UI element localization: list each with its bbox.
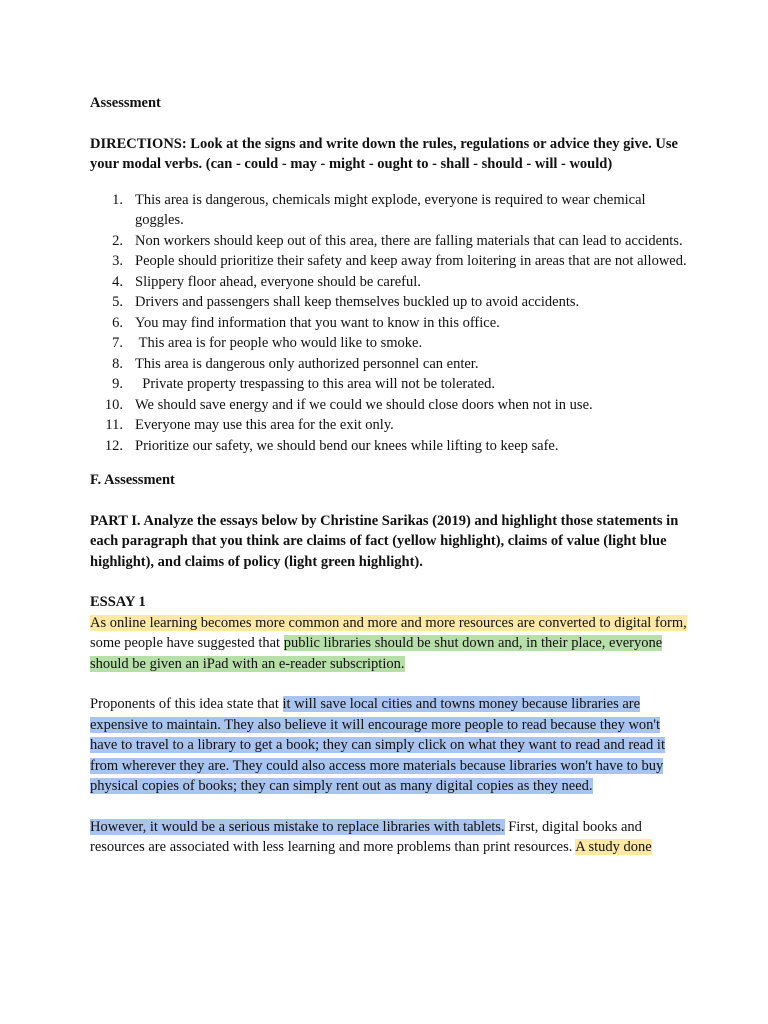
list-item-number: 7. xyxy=(112,335,123,351)
list-item-text: Everyone may use this area for the exit only. xyxy=(135,417,394,433)
list-item-number: 10. xyxy=(104,396,123,413)
essay-paragraph-2 xyxy=(90,694,688,797)
list-item-number: 1. xyxy=(112,191,123,208)
essay-text: First, digital books and resources are associated with less learning and more problems than print resources. xyxy=(90,818,642,855)
highlight-fact: A study done xyxy=(575,839,652,855)
list-item xyxy=(90,190,688,231)
list-item xyxy=(90,374,688,395)
list-item-text: You may find information that you want to know in this office. xyxy=(135,314,500,331)
list-item-text: This area is dangerous, chemicals might explode, everyone is required to wear chemical goggles. xyxy=(135,191,650,228)
list-item xyxy=(90,313,688,334)
list-item-text: We should save energy and if we could we should close doors when not in use. xyxy=(135,396,593,413)
directions-text: DIRECTIONS: Look at the signs and write down the rules, regulations or advice they give. Use your modal verbs. (can - could - may - might - ought to - shall - should - will - would) xyxy=(90,135,678,172)
list-item xyxy=(90,231,688,252)
section-heading: F. Assessment xyxy=(90,472,175,488)
highlight-policy: public libraries should be shut down and, in their place, everyone should be given an iPad with an e-reader subscription. xyxy=(90,635,663,672)
list-item xyxy=(90,436,688,457)
essay-paragraph-1 xyxy=(90,613,688,675)
highlight-fact: As online learning becomes more common and more and more resources are converted to digital form, xyxy=(90,614,687,631)
list-item-number: 9. xyxy=(112,376,123,392)
list-item xyxy=(90,292,688,313)
essay-paragraph-3 xyxy=(90,817,688,858)
list-item-text: Non workers should keep out of this area, there are falling materials that can lead to accidents. xyxy=(135,232,683,249)
list-item-number: 8. xyxy=(112,355,123,372)
list-item-text: Drivers and passengers shall keep themselves buckled up to avoid accidents. xyxy=(135,294,580,310)
list-item-number: 2. xyxy=(112,232,123,249)
list-item-number: 5. xyxy=(112,294,123,310)
list-item xyxy=(90,272,688,293)
list-item xyxy=(90,333,688,354)
list-item-text: Slippery floor ahead, everyone should be careful. xyxy=(135,273,421,290)
highlight-value: However, it would be a serious mistake to replace libraries with tablets. xyxy=(90,818,505,835)
list-item-text: People should prioritize their safety and keep away from loitering in areas that are not allowed. xyxy=(135,253,687,269)
list-item xyxy=(90,395,688,416)
list-item-number: 11. xyxy=(105,417,123,433)
list-item-number: 12. xyxy=(104,437,123,454)
essay-text: Proponents of this idea state that xyxy=(90,696,283,712)
list-item xyxy=(90,415,688,436)
list-item-number: 6. xyxy=(112,314,123,331)
rules-list xyxy=(90,190,688,457)
list-item-number: 3. xyxy=(112,253,123,269)
list-item xyxy=(90,251,688,272)
highlight-value: it will save local cities and towns money because libraries are expensive to maintain. They also believe it will encourage more people to read because they won't have to travel to a library to get a book; they can simply click on what they want to read and read it from wherever they are. They could also access more materials because libraries won't have to buy physical copies of books; they can simply rent out as many digital copies as they need. xyxy=(90,696,665,794)
essay-title: ESSAY 1 xyxy=(90,594,146,610)
list-item-text: Prioritize our safety, we should bend our knees while lifting to keep safe. xyxy=(135,437,559,454)
list-item-text: Private property trespassing to this area will not be tolerated. xyxy=(135,376,495,392)
page-title: Assessment xyxy=(90,95,161,111)
list-item-text: This area is dangerous only authorized personnel can enter. xyxy=(135,355,479,372)
list-item xyxy=(90,354,688,375)
list-item-number: 4. xyxy=(112,273,123,290)
list-item-text: This area is for people who would like to smoke. xyxy=(135,335,423,351)
part1-instructions: PART I. Analyze the essays below by Christine Sarikas (2019) and highlight those statements in each paragraph that you think are claims of fact (yellow highlight), claims of value (light blue highlight), and claims of policy (light green highlight). xyxy=(90,512,679,570)
essay-text: some people have suggested that xyxy=(90,635,284,651)
